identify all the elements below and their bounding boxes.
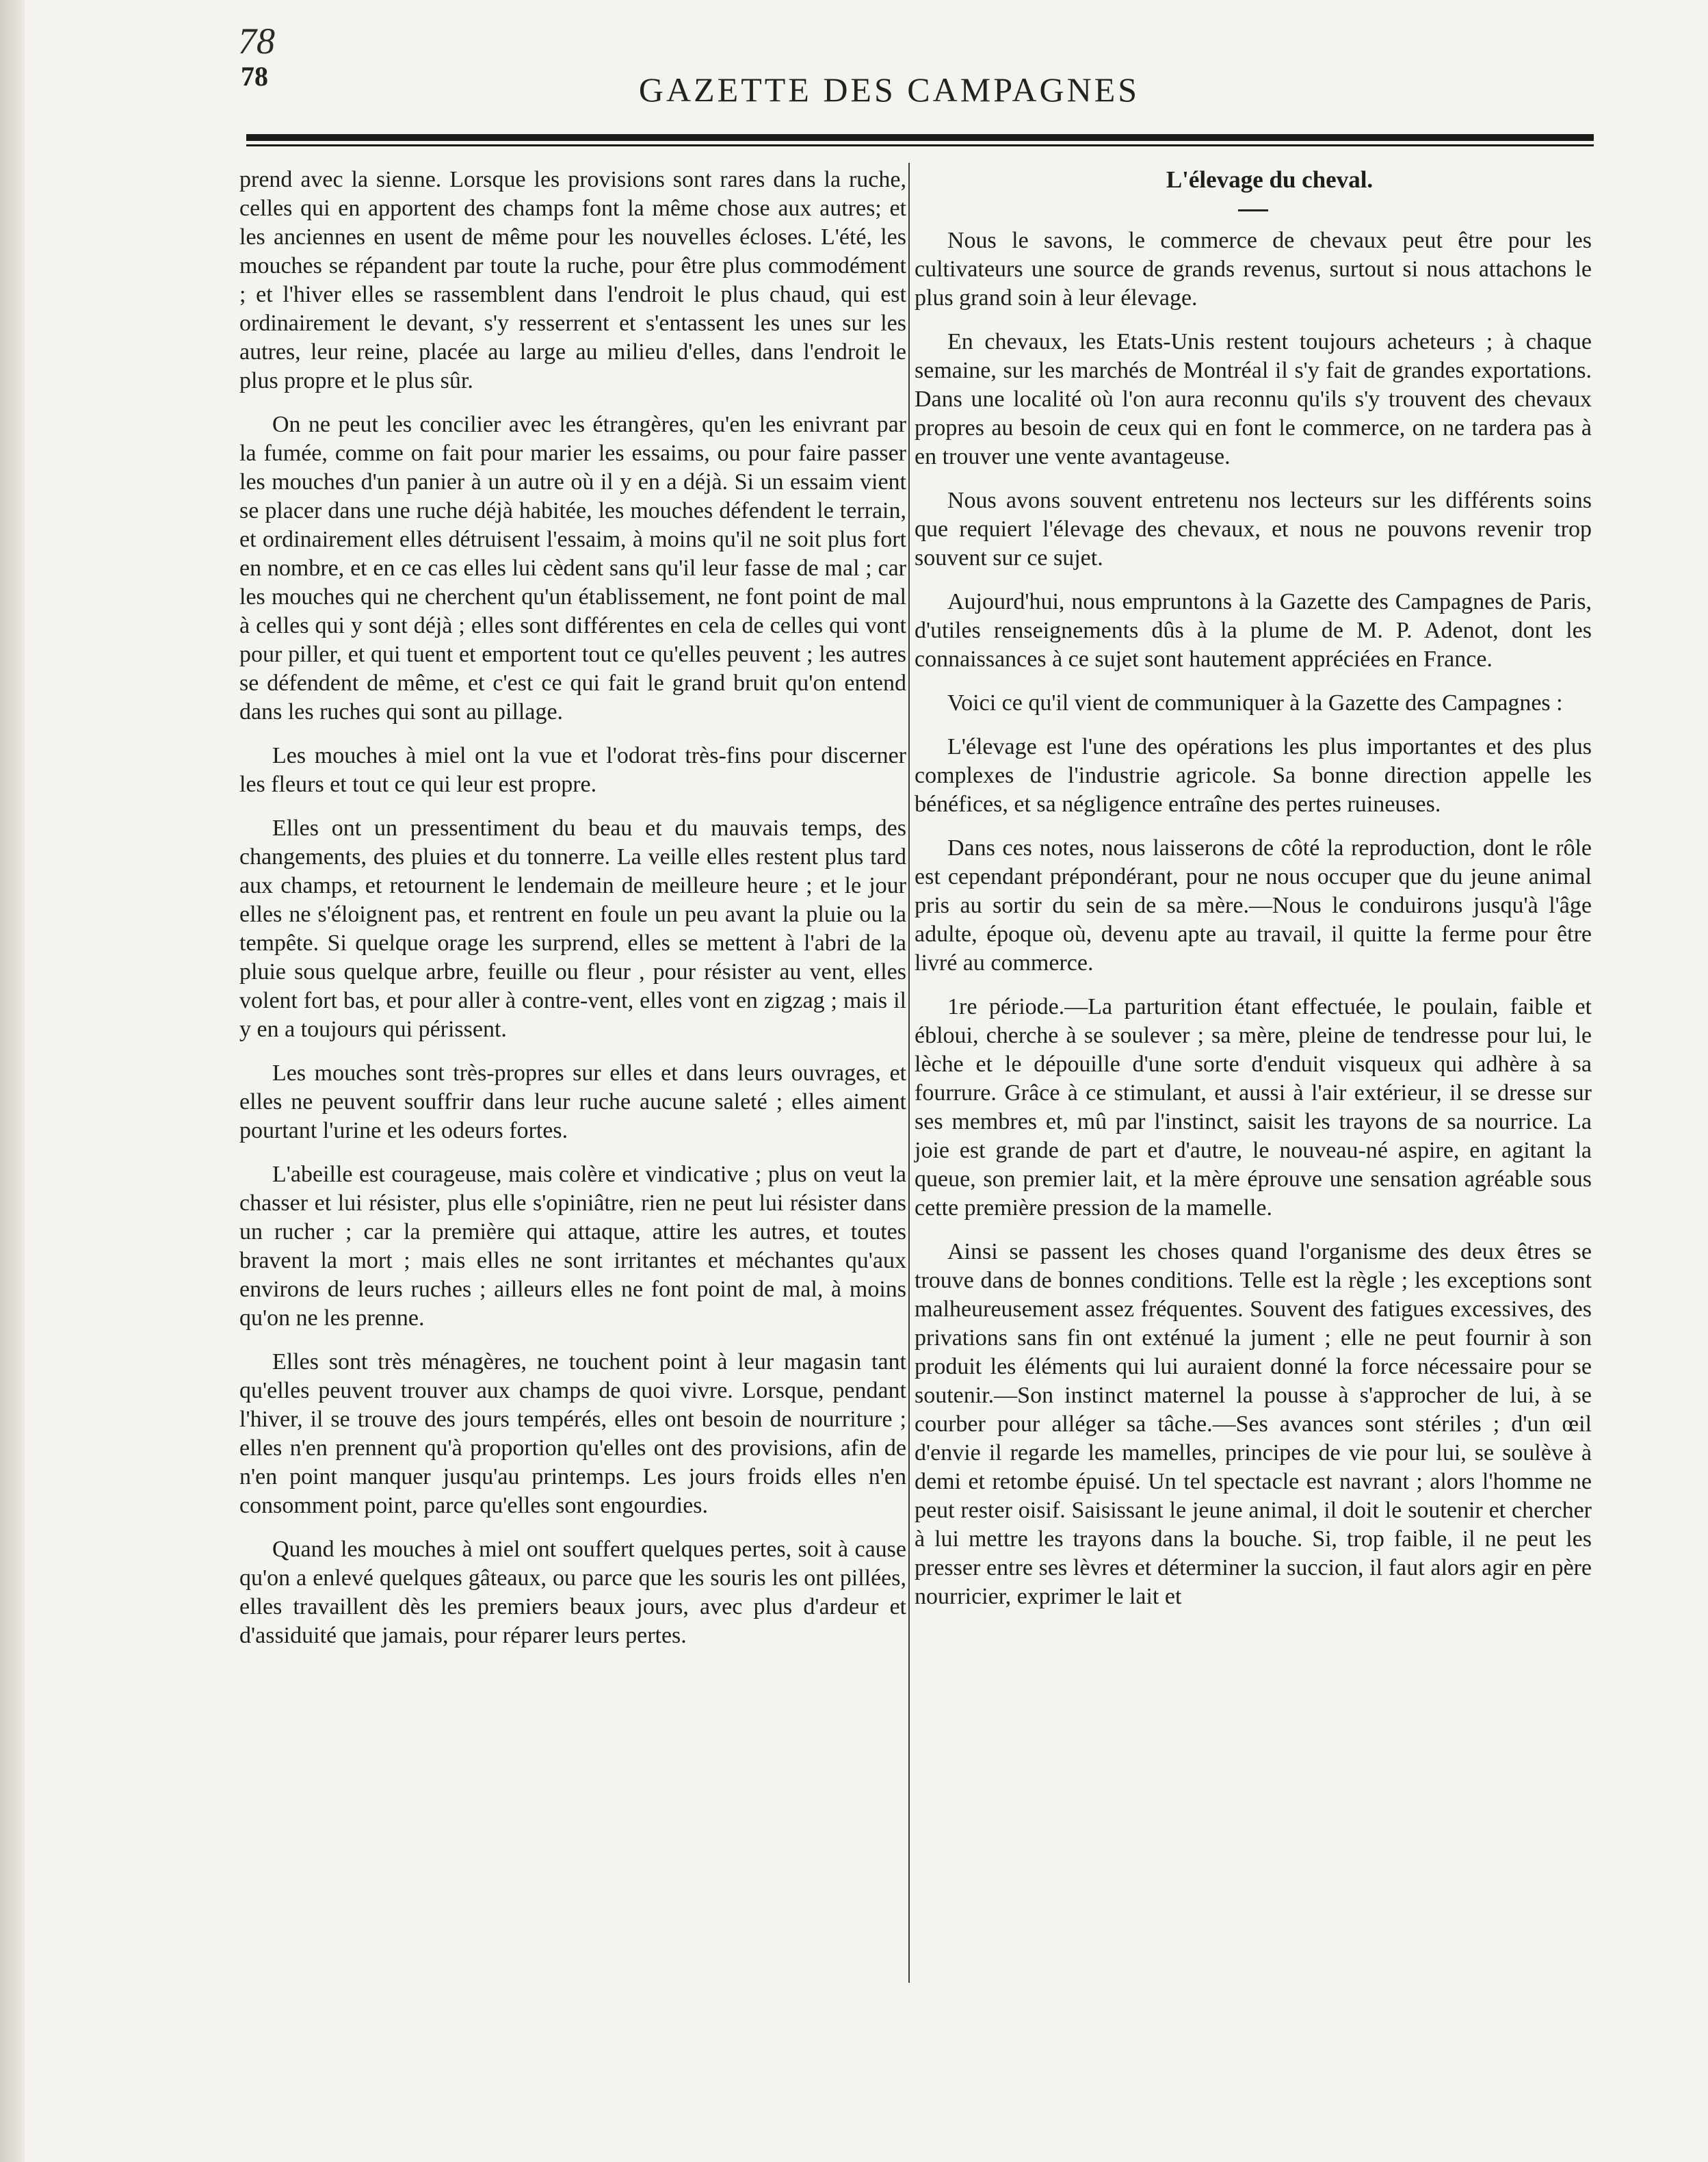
left-paragraph: Les mouches sont très-propres sur elles et dans leurs ouvrages, et elles ne peuvent souffrir dans leur ruche aucune saleté ; elles aiment pourtant l'urine et les odeurs fortes. [239, 1060, 906, 1143]
right-paragraph: L'élevage est l'une des opérations les plus importantes et des plus complexes de l'industrie agricole. Sa bonne direction appelle les bénéfices, et sa négligence entraîne des pertes ruineuses. [915, 734, 1592, 817]
left-paragraph: Elles sont très ménagères, ne touchent point à leur magasin tant qu'elles peuvent trouver aux champs de quoi vivre. Lorsque, pendant l'hiver, il se trouve des jours tempérés, elles ont besoin de nourriture ; elles n'en prennent qu'à proportion qu'elles ont des provisions, afin de n'en point manquer jusqu'au printemps. Les jours froids elles n'en consomment point, parce qu'elles sont engourdies. [239, 1349, 906, 1518]
left-paragraph: Quand les mouches à miel ont souffert quelques pertes, soit à cause qu'on a enlevé quelques gâteaux, ou parce que les souris les ont pillées, elles travaillent dès les premiers beaux jours, avec plus d'ardeur et d'assiduité que jamais, pour réparer leurs pertes. [239, 1537, 906, 1648]
left-paragraph: Elles ont un pressentiment du beau et du mauvais temps, des changements, des pluies et du tonnerre. La veille elles restent plus tard aux champs, et retournent le lendemain de meilleure heure ; et le jour elles ne s'éloignent pas, et rentrent en foule un peu avant la pluie ou la tempête. Si quelque orage les surprend, elles se mettent à l'abri de la pluie sous quelque arbre, feuille ou fleur , pour résister au vent, elles volent fort bas, et pour aller à contre-vent, elles vont en zigzag ; mais il y en a toujours qui périssent. [239, 816, 906, 1042]
right-paragraph: Dans ces notes, nous laisserons de côté la reproduction, dont le rôle est cependant prépondérant, pour ne nous occuper que du jeune animal pris au sortir du sein de sa mère.—Nous le conduirons jusqu'à l'âge adulte, époque où, devenu apte au travail, il quitte la ferme pour être livré au commerce. [915, 835, 1592, 976]
scan-edge-shadow [0, 0, 25, 2162]
right-paragraph: Nous le savons, le commerce de chevaux peut être pour les cultivateurs une source de grands revenus, surtout si nous attachons le plus grand soin à leur élevage. [915, 228, 1592, 311]
running-title: GAZETTE DES CAMPAGNES [638, 70, 1140, 109]
right-paragraph: Voici ce qu'il vient de communiquer à la Gazette des Campagnes : [947, 690, 1563, 716]
right-paragraph: Aujourd'hui, nous empruntons à la Gazette des Campagnes de Paris, d'utiles renseignements dûs à la plume de M. P. Adenot, dont les connaissances à ce sujet sont hautement appréciées en France. [915, 589, 1592, 672]
column-divider [908, 163, 910, 1983]
article-title: L'élevage du cheval. [1166, 166, 1374, 193]
page-number-printed: 78 [241, 61, 268, 92]
left-column [239, 166, 906, 1665]
right-paragraph: En chevaux, les Etats-Unis restent toujours acheteurs ; à chaque semaine, sur les marchés de Montréal il s'y fait de grandes exportations. Dans une localité où l'on aura reconnu qu'ils s'y trouvent des chevaux propres au besoin de ceux qui en font le commerce, on ne tardera pas à en trouver une vente avantageuse. [915, 329, 1592, 469]
right-paragraph: 1re période.—La parturition étant effectuée, le poulain, faible et ébloui, cherche à se soulever ; sa mère, pleine de tendresse pour lui, le lèche et le dépouille d'une sorte d'enduit visqueux qui adhère à sa fourrure. Grâce à ce stimulant, et aussi à l'air extérieur, il se dresse sur ses membres et, mû par l'instinct, saisit les trayons de sa nourrice. La joie est grande de part et d'autre, le nouveau-né aspire, en agitant la queue, son premier lait, et la mère éprouve une sensation agréable sous cette première pression de la mamelle. [915, 994, 1592, 1221]
left-paragraph: prend avec la sienne. Lorsque les provisions sont rares dans la ruche, celles qui en apportent des champs font la même chose aux autres; et les anciennes en usent de même pour les nouvelles écloses. L'été, les mouches se répandent par toute la ruche, pour être plus commodément ; et l'hiver elles se rassemblent dans l'endroit le plus chaud, qui est ordinairement le devant, s'y resserrent et s'entassent les unes sur les autres, leur reine, placée au large au milieu d'elles, dans l'endroit le plus propre et le plus sûr. [239, 167, 906, 393]
left-paragraph: Les mouches à miel ont la vue et l'odorat très-fins pour discerner les fleurs et tout ce qui leur est propre. [239, 743, 906, 797]
left-paragraph: On ne peut les concilier avec les étrangères, qu'en les enivrant par la fumée, comme on fait pour marier les essaims, ou pour faire passer les mouches d'un panier à un autre où il y en a déjà. Si un essaim vient se placer dans une ruche déjà habitée, les mouches défendent le terrain, et ordinairement elles détruisent l'essaim, à moins qu'il ne soit plus fort en nombre, et en ce cas elles lui cèdent sans qu'il leur fasse de mal ; car les mouches qui ne cherchent qu'un établissement, ne font point de mal à celles qui y sont déjà ; elles sont différentes en cela de celles qui vont pour piller, et qui tuent et emportent tout ce qu'elles peuvent ; les autres se défendent de même, et c'est ce qui fait le grand bruit qu'on entend dans les ruches qui sont au pillage. [239, 412, 906, 725]
right-column [915, 166, 1592, 1626]
right-paragraph: Nous avons souvent entretenu nos lecteurs sur les différents soins que requiert l'élevage des chevaux, et nous ne pouvons revenir trop souvent sur ce sujet. [915, 488, 1592, 571]
title-dash [1238, 209, 1268, 211]
header-rule-thin [246, 144, 1594, 146]
right-paragraph: Ainsi se passent les choses quand l'organisme des deux êtres se trouve dans de bonnes conditions. Telle est la règle ; les exceptions sont malheureusement assez fréquentes. Souvent des fatigues excessives, des privations sans fin ont exténué la jument ; elle ne peut fournir à son produit les éléments qui lui auraient donné la force nécessaire pour se soutenir.—Son instinct maternel la pousse à s'approcher de lui, à se courber pour alléger sa tâche.—Ses avances sont stériles ; d'un œil d'envie il regarde les mamelles, principes de vie pour lui, se soulève à demi et retombe épuisé. Un tel spectacle est navrant ; alors l'homme ne peut rester oisif. Saisissant le jeune animal, il doit le soutenir et chercher à lui mettre les trayons dans la bouche. Si, trop faible, il ne peut les presser entre ses lèvres et déterminer la succion, il faut alors agir en père nourricier, exprimer le lait et [915, 1239, 1592, 1609]
header-rule-thick [246, 134, 1594, 141]
left-paragraph: L'abeille est courageuse, mais colère et vindicative ; plus on veut la chasser et lui résister, plus elle s'opiniâtre, rien ne peut lui résister dans un rucher ; car la première qui attaque, attire les autres, et toutes bravent la mort ; mais elles ne sont irritantes et méchantes qu'aux environs de leurs ruches ; ailleurs elles ne font point de mal, à moins qu'on ne les prenne. [239, 1162, 906, 1331]
page-number-handwritten: 78 [238, 21, 275, 62]
